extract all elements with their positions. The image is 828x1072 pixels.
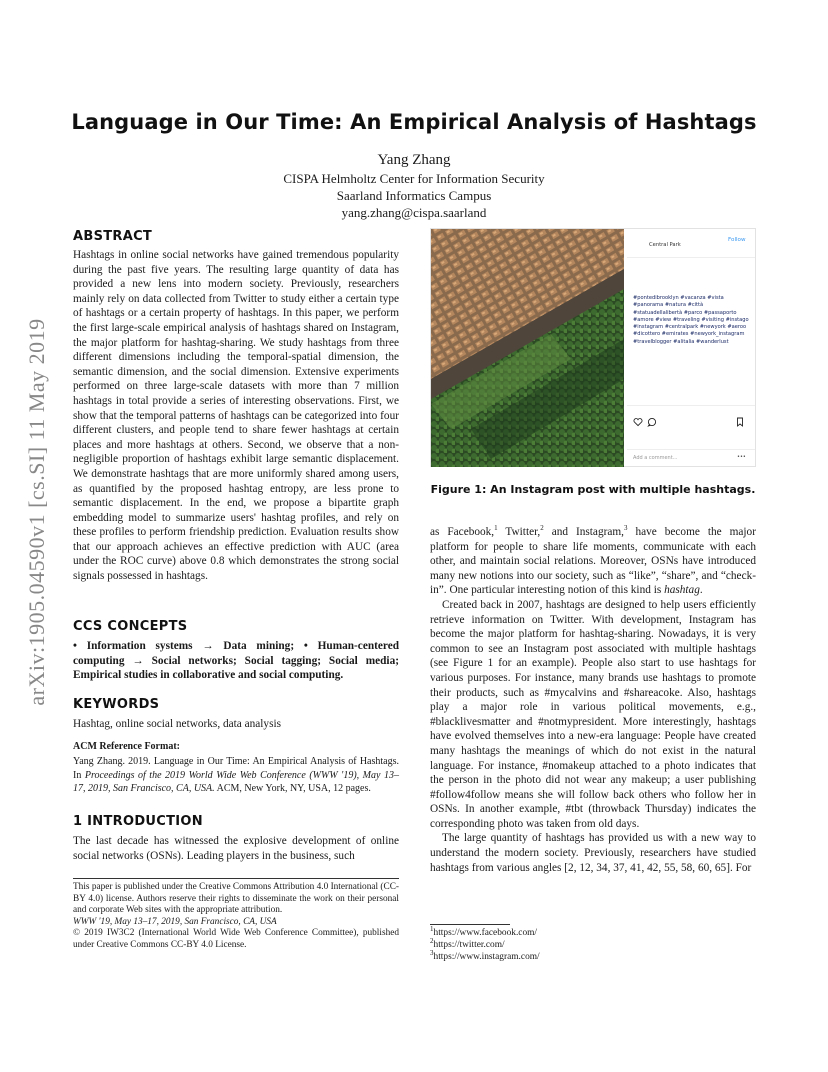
author-campus: Saarland Informatics Campus bbox=[336, 188, 492, 203]
license-line2: WWW '19, May 13–17, 2019, San Francisco, CA, USA bbox=[73, 916, 277, 927]
acm-ref-text bbox=[73, 755, 399, 796]
follow-button[interactable]: Follow bbox=[728, 237, 746, 243]
acm-ref-tail: ACM, New York, NY, USA, 12 pages. bbox=[214, 783, 371, 795]
panel-divider-bottom bbox=[627, 449, 755, 450]
post-location: Central Park bbox=[649, 242, 681, 248]
city-park-image bbox=[431, 229, 624, 467]
footnote-2 bbox=[430, 936, 756, 951]
abstract-text: Hashtags in online social networks have gained tremendous popularity during the past five years. The resulting large quantity of data has provided a new lens into modern society. Previously, researchers mainly rely on data collected from Twitter to study either a certain type of hashtags or a certain property of hashtags. In this paper, we perform the first large-scale empirical analysis of hashtags shared on Instagram, the major platform for hashtag-sharing. We study hashtags from three different dimensions including the temporal-spatial dimension, the semantic dimension, and the social dimension. Extensive experiments performed on three large-scale datasets with more than 7 million hashtags in total provide a series of interesting observations. First, we show that the temporal patterns of hashtags can be categorized into four different clusters, and people tend to share fewer hashtags at certain places and more hashtags at others. Second, we observe that a non-negligible proportion of hashtags exhibit large semantic displacement. We demonstrate hashtags that are more uniformly shared among users, as quantified by the proposed hashtag entropy, are less prone to semantic displacement. In the end, we propose a bipartite graph embedding model to summarize users' hashtag profiles, and rely on these profiles to perform friendship prediction. Evaluation results show that our approach achieves an effective prediction with AUC (area under the ROC curve) above 0.8 which demonstrates the strong social signals possessed in hashtags. bbox=[73, 249, 399, 583]
intro-p1-start: as Facebook, bbox=[430, 526, 495, 538]
author-email: yang.zhang@cispa.saarland bbox=[341, 205, 487, 220]
comment-icon[interactable] bbox=[647, 412, 657, 431]
acm-ref-italic: Proceedings of the 2019 World Wide Web Conference (WWW '19), May 13–17, 2019, San Francisco, CA, USA. bbox=[73, 769, 399, 795]
intro-p1-a: Twitter, bbox=[497, 526, 541, 538]
ccs-heading: CCS CONCEPTS bbox=[73, 619, 188, 634]
intro-para-2: Created back in 2007, hashtags are designed to help users efficiently retrieve information on Twitter. With development, Instagram has become the major platform for hashtag-sharing. Nowadays, it is very common to see an Instagram post associated with multiple hashtags (see Figure 1 for an example). People also start to use hashtags for various purposes. For instance, many brands use hashtags to promote their products, such as #mycalvins and #shareacoke. Also, hashtags play a major role in various political movements, e.g., #blacklivesmatter and #notmypresident. More interestingly, hashtags have evolved themselves into a new-era language: People have created many hashtags the meanings of which do not exist in the natural language. For instance, #nomakeup attached to a photo indicates that the person in the photo did not wear any makeup; a user publishing #follow4follow means she will follow back others who follow her in OSNs. In another example, #tbt (throwback Thursday) indicates the corresponding photo was taken from old days. bbox=[430, 598, 756, 830]
intro-p1-end: have become the major platform for people to share life moments, communicate with each other, and maintain social relations. Moreover, OSNs have introduced many new notions into our society, such as “like”, “share”, and “check-in”. One particular interesting notion of this kind is bbox=[430, 526, 756, 597]
footnote-2-link[interactable]: https://twitter.com/ bbox=[433, 940, 505, 950]
footnote-3 bbox=[430, 948, 756, 963]
keywords-heading: KEYWORDS bbox=[73, 697, 160, 712]
footnote-3-link[interactable]: https://www.instagram.com/ bbox=[433, 952, 540, 962]
figure-caption: Figure 1: An Instagram post with multiple hashtags. bbox=[430, 483, 756, 496]
intro-right-text bbox=[430, 525, 756, 875]
ccs-text: • Information systems → Data mining; • Human-centered computing → Social networks; Social tagging; Social media; Empirical studies in collaborative and social computing. bbox=[73, 640, 399, 682]
footnote-1-link[interactable]: https://www.facebook.com/ bbox=[433, 928, 538, 938]
acm-ref-heading: ACM Reference Format: bbox=[73, 741, 180, 752]
intro-left-text: The last decade has witnessed the explosive development of online social networks (OSNs). Leading players in the business, such bbox=[73, 835, 399, 862]
paper-title: Language in Our Time: An Empirical Analysis of Hashtags bbox=[71, 110, 757, 134]
bookmark-icon[interactable] bbox=[735, 412, 745, 431]
license-line1: This paper is published under the Creative Commons Attribution 4.0 International (CC-BY 4.0) license. Authors reserve their rights to disseminate the work on their personal and corporate Web sites with the appropriate attribution. bbox=[73, 882, 399, 916]
intro-p1-dot: . bbox=[699, 584, 703, 597]
license-rule bbox=[73, 878, 399, 879]
footnote-3-mark: 3 bbox=[430, 948, 434, 957]
author-block bbox=[0, 151, 828, 221]
author-name: Yang Zhang bbox=[377, 152, 451, 168]
intro-p1-italic: hashtag bbox=[664, 584, 700, 597]
acm-ref-plain: Yang Zhang. 2019. Language in Our Time: An Empirical Analysis of Hashtags. In bbox=[73, 756, 399, 781]
footnotes bbox=[430, 924, 756, 963]
license-line3: © 2019 IW3C2 (International World Wide Web Conference Committee), published under Creative Commons CC-BY 4.0 License. bbox=[73, 928, 399, 950]
intro-para-3: The large quantity of hashtags has provided us with a new way to understand the modern society. Previously, researchers have studied hashtags from various angles [2, 12, 34, 37, 41, 42, 55, 58, 60, 65]. For bbox=[430, 832, 756, 874]
more-options-icon[interactable]: ••• bbox=[737, 454, 746, 460]
keywords-text: Hashtag, online social networks, data analysis bbox=[73, 718, 281, 730]
footnote-mark-2: 2 bbox=[540, 524, 544, 533]
arxiv-stamp: arXiv:1905.04590v1 [cs.SI] 11 May 2019 bbox=[24, 318, 49, 706]
footnote-1 bbox=[430, 924, 756, 939]
footnote-1-mark: 1 bbox=[430, 924, 434, 933]
post-hashtags: #pontedibrooklyn #vacanza #vista #panorama #natura #città #statuadellalibertà #parco #passaporto #amore #view #traveling #visiting #instago #instagram #centralpark #newyork #aeroo #dicottero #emirates #newyork_instagram #travelblogger #alitalia #wanderlust bbox=[633, 295, 749, 345]
footnote-mark-3: 3 bbox=[623, 524, 628, 533]
intro-p1-b: and Instagram, bbox=[543, 526, 624, 538]
instagram-post-figure bbox=[430, 228, 756, 467]
abstract-heading: ABSTRACT bbox=[73, 229, 153, 244]
post-side-panel bbox=[627, 229, 755, 467]
post-photo bbox=[431, 229, 624, 467]
panel-divider-top bbox=[627, 257, 755, 258]
heart-icon[interactable] bbox=[633, 412, 643, 431]
footnote-mark-1: 1 bbox=[494, 524, 498, 533]
intro-heading: 1 INTRODUCTION bbox=[73, 814, 203, 829]
footnote-2-mark: 2 bbox=[430, 936, 434, 945]
intro-para-1 bbox=[430, 525, 756, 598]
author-affiliation: CISPA Helmholtz Center for Information Security bbox=[283, 171, 545, 186]
comment-input[interactable]: Add a comment... bbox=[633, 455, 678, 461]
panel-divider-mid bbox=[627, 405, 755, 406]
license-block bbox=[73, 882, 399, 952]
footnote-rule bbox=[430, 924, 510, 925]
